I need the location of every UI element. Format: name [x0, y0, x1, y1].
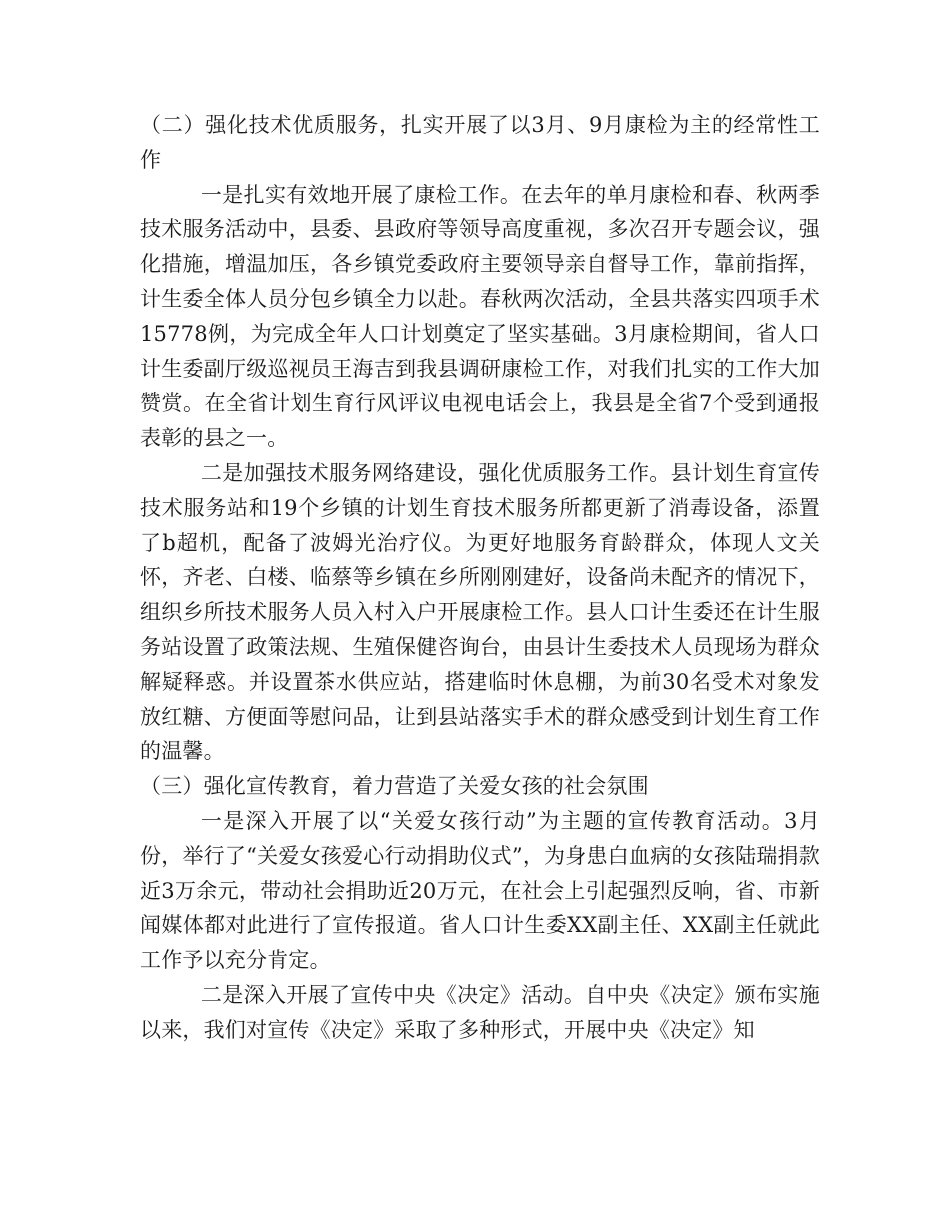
- section-heading-3: （三）强化宣传教育，着力营造了关爱女孩的社会氛围: [140, 774, 649, 799]
- paragraph-checkup-work: 一是扎实有效地开展了康检工作。在去年的单月康检和春、秋两季技术服务活动中，县委、县政府等领导高度重视，多次召开专题会议，强化措施，增温加压，各乡镇党委政府主要领导亲自督导工作，靠前指挥，计生委全体人员分包乡镇全力以赴。春秋两次活动，全县共落实四项手术15778例，为完成全年人口计划奠定了坚实基础。3月康检期间，省人口计生委副厅级巡视员王海吉到我县调研康检工作，对我们扎实的工作大加赞赏。在全省计划生育行风评议电视电话会上，我县是全省7个受到通报表彰的县之一。: [140, 182, 820, 451]
- paragraph-care-for-girls: 一是深入开展了以“关爱女孩行动”为主题的宣传教育活动。3月份，举行了“关爱女孩爱心行动捐助仪式”，为身患白血病的女孩陆瑞捐款近3万余元，带动社会捐助近20万元，在社会上引起强烈反响，省、市新闻媒体都对此进行了宣传报道。省人口计生委XX副主任、XX副主任就此工作予以充分肯定。: [140, 808, 820, 973]
- paragraph-central-decision: 二是深入开展了宣传中央《决定》活动。自中央《决定》颁布实施以来，我们对宣传《决定》采取了多种形式，开展中央《决定》知: [140, 982, 820, 1042]
- document-body: [140, 108, 820, 1048]
- paragraph-service-network: 二是加强技术服务网络建设，强化优质服务工作。县计划生育宣传技术服务站和19个乡镇的计划生育技术服务所都更新了消毒设备，添置了b超机，配备了波姆光治疗仪。为更好地服务育龄群众，体现人文关怀，齐老、白楼、临蔡等乡镇在乡所刚刚建好，设备尚未配齐的情况下，组织乡所技术服务人员入村入户开展康检工作。县人口计生委还在计生服务站设置了政策法规、生殖保健咨询台，由县计生委技术人员现场为群众解疑释惑。并设置茶水供应站，搭建临时休息棚，为前30名受术对象发放红糖、方便面等慰问品，让到县站落实手术的群众感受到计划生育工作的温馨。: [140, 460, 820, 764]
- section-heading-2: （二）强化技术优质服务，扎实开展了以3月、9月康检为主的经常性工作: [140, 113, 820, 172]
